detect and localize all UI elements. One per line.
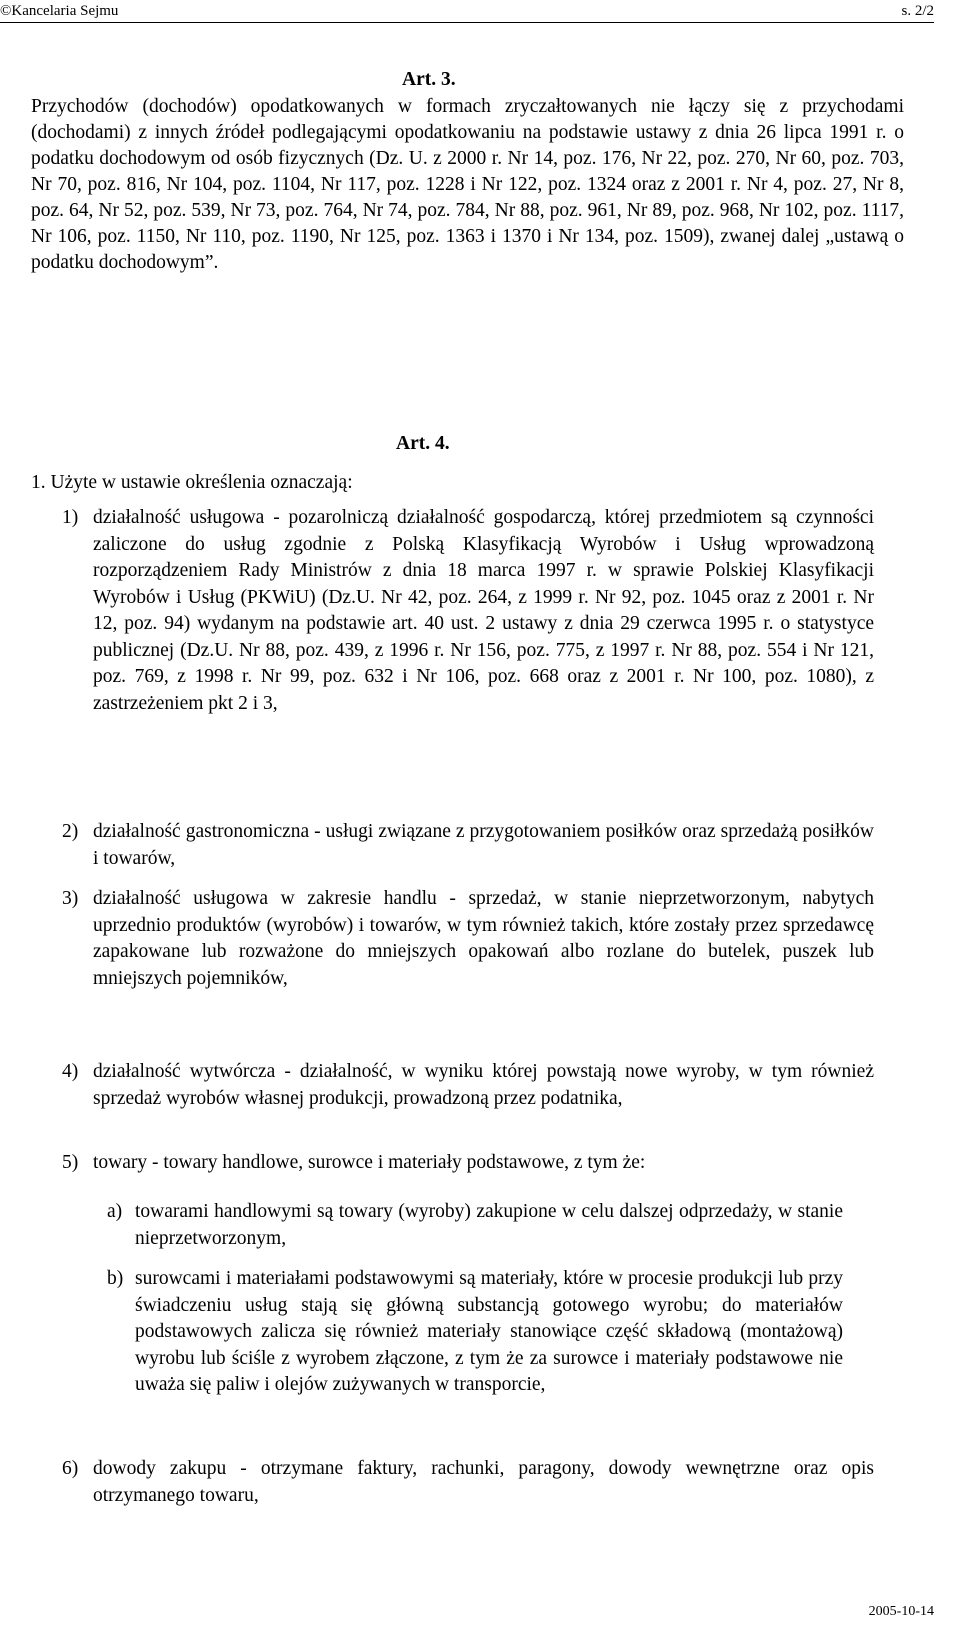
sub-item-letter: a) [107,1201,123,1222]
item-number: 3) [62,888,79,909]
sub-item-letter: b) [107,1268,124,1289]
item-text: działalność usługowa w zakresie handlu - sprzedaż, w stanie nieprzetworzonym, nabytych uprzednio produktów (wyrobów) i towarów, w tym również takich, które zostały przez sprzedawcę zapakowane lub rozważone do mniejszych opakowań albo rozlane do butelek, puszek lub mniejszych pojemników, [93,888,874,989]
item-text: towary - towary handlowe, surowce i materiały podstawowe, z tym że: [93,1152,646,1173]
item-number: 1) [62,507,79,528]
page-header [0,0,960,22]
item-number: 6) [62,1458,79,1479]
item-number: 5) [62,1152,79,1173]
item-number: 2) [62,821,79,842]
document-date: 2005-10-14 [868,1604,934,1619]
sub-item-text: surowcami i materiałami podstawowymi są materiały, które w procesie produkcji lub przy świadczeniu usług stają się główną substancją gotowego wyrobu; do materiałów podstawowych zalicza się również materiały stanowiące część składową (montażową) wyrobu lub ściśle z wyrobem złączone, z tym że za surowce i materiały podstawowe nie uważa się paliw i olejów zużywanych w transporcie, [135,1268,843,1395]
page-number: s. 2/2 [901,3,934,19]
header-divider [0,22,934,23]
item-text: działalność usługowa - pozarolniczą działalność gospodarczą, której przedmiotem są czynności zaliczone do usług zgodnie z Polską Klasyfikacją Wyrobów i Usług wprowadzoną rozporządzeniem Rady Ministrów z dnia 18 marca 1997 r. w sprawie Polskiej Klasyfikacji Wyrobów i Usług (PKWiU) (Dz.U. Nr 42, poz. 264, z 1999 r. Nr 92, poz. 1045 oraz z 2001 r. Nr 12, poz. 94) wydanym na podstawie art. 40 ust. 2 ustawy z dnia 29 czerwca 1995 r. o statystyce publicznej (Dz.U. Nr 88, poz. 439, z 1996 r. Nr 156, poz. 775, z 1997 r. Nr 88, poz. 554 i Nr 121, poz. 769, z 1998 r. Nr 99, poz. 632 i Nr 106, poz. 668 oraz z 2001 r. Nr 100, poz. 1080), z zastrzeżeniem pkt 2 i 3, [93,507,874,714]
item-text: dowody zakupu - otrzymane faktury, rachunki, paragony, dowody wewnętrzne oraz opis otrzymanego towaru, [93,1458,874,1506]
article-4-title: Art. 4. [396,433,450,454]
header-source: ©Kancelaria Sejmu [0,3,119,19]
item-text: działalność gastronomiczna - usługi związane z przygotowaniem posiłków oraz sprzedażą posiłków i towarów, [93,821,874,869]
article-3-text: Przychodów (dochodów) opodatkowanych w formach zryczałtowanych nie łączy się z przychodami (dochodami) z innych źródeł podlegającymi opodatkowaniu na podstawie ustawy z dnia 26 lipca 1991 r. o podatku dochodowym od osób fizycznych (Dz. U. z 2000 r. Nr 14, poz. 176, Nr 22, poz. 270, Nr 60, poz. 703, Nr 70, poz. 816, Nr 104, poz. 1104, Nr 117, poz. 1228 i Nr 122, poz. 1324 oraz z 2001 r. Nr 4, poz. 27, Nr 8, poz. 64, Nr 52, poz. 539, Nr 73, poz. 764, Nr 74, poz. 784, Nr 88, poz. 961, Nr 89, poz. 968, Nr 102, poz. 1117, Nr 106, poz. 1150, Nr 110, poz. 1190, Nr 125, poz. 1363 i 1370 i Nr 134, poz. 1509), zwanej dalej „ustawą o podatku dochodowym”. [31,96,904,273]
article-3-title: Art. 3. [402,69,456,90]
sub-item-text: towarami handlowymi są towary (wyroby) zakupione w celu dalszej odprzedaży, w stanie nieprzetworzonym, [135,1201,843,1249]
article-4-intro: 1. Użyte w ustawie określenia oznaczają: [31,472,353,493]
item-number: 4) [62,1061,79,1082]
item-text: działalność wytwórcza - działalność, w wyniku której powstają nowe wyroby, w tym również sprzedaż wyrobów własnej produkcji, prowadzoną przez podatnika, [93,1061,874,1109]
